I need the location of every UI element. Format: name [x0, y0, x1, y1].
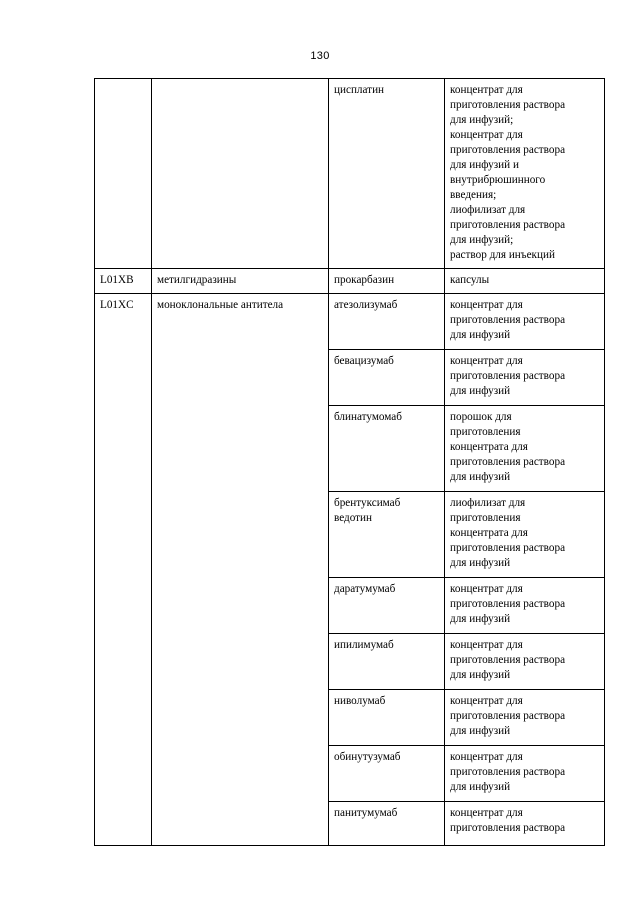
- dosage-form-line: лиофилизат для: [450, 204, 526, 216]
- dosage-form-line: концентрата для: [450, 527, 528, 539]
- dosage-form-cell: [445, 578, 605, 634]
- dosage-form-cell: [445, 269, 605, 294]
- dosage-form-line: введения;: [450, 189, 497, 201]
- dosage-form-cell: [445, 802, 605, 846]
- drug-name-cell: блинатумомаб: [329, 406, 445, 492]
- drug-table: [94, 78, 605, 846]
- dosage-form-cell: [445, 492, 605, 578]
- page-number: 130: [310, 50, 330, 62]
- dosage-form-line: капсулы: [450, 274, 490, 286]
- dosage-form-line: концентрат для: [450, 129, 523, 141]
- dosage-form-line: приготовления раствора: [450, 710, 566, 722]
- dosage-form-cell: [445, 406, 605, 492]
- dosage-form-line: концентрат для: [450, 807, 523, 819]
- dosage-form-line: внутрибрюшинного: [450, 174, 546, 186]
- drug-name-cell: ниволумаб: [329, 690, 445, 746]
- atc-code-cell: L01XB: [95, 269, 152, 294]
- dosage-form-line: приготовления раствора: [450, 654, 566, 666]
- drug-name-cell: даратумумаб: [329, 578, 445, 634]
- dosage-form-line: для инфузий: [450, 781, 511, 793]
- drug-name-cell: обинутузумаб: [329, 746, 445, 802]
- table-row: [95, 269, 605, 294]
- dosage-form-line: приготовления раствора: [450, 598, 566, 610]
- dosage-form-cell: [445, 294, 605, 350]
- dosage-form-line: приготовления раствора: [450, 370, 566, 382]
- dosage-form-line: приготовления: [450, 512, 521, 524]
- dosage-form-line: приготовления: [450, 426, 521, 438]
- dosage-form-line: приготовления раствора: [450, 822, 566, 834]
- drug-name-cell: цисплатин: [329, 79, 445, 269]
- table-row: [95, 294, 605, 350]
- dosage-form-line: приготовления раствора: [450, 456, 566, 468]
- dosage-form-line: для инфузий: [450, 669, 511, 681]
- dosage-form-line: концентрат для: [450, 355, 523, 367]
- dosage-form-cell: [445, 79, 605, 269]
- dosage-form-line: для инфузий: [450, 471, 511, 483]
- dosage-form-line: концентрат для: [450, 639, 523, 651]
- dosage-form-line: приготовления раствора: [450, 314, 566, 326]
- dosage-form-cell: [445, 634, 605, 690]
- drug-name-cell: прокарбазин: [329, 269, 445, 294]
- drug-name-cell: ипилимумаб: [329, 634, 445, 690]
- dosage-form-line: концентрат для: [450, 751, 523, 763]
- atc-code-cell: L01XC: [95, 294, 152, 846]
- drug-name-cell: панитумумаб: [329, 802, 445, 846]
- dosage-form-line: приготовления раствора: [450, 766, 566, 778]
- dosage-form-line: концентрат для: [450, 695, 523, 707]
- dosage-form-line: приготовления раствора: [450, 99, 566, 111]
- drug-name-cell: атезолизумаб: [329, 294, 445, 350]
- dosage-form-line: лиофилизат для: [450, 497, 526, 509]
- dosage-form-line: приготовления раствора: [450, 542, 566, 554]
- group-cell: метилгидразины: [152, 269, 329, 294]
- dosage-form-line: для инфузий: [450, 329, 511, 341]
- drug-name-cell: бевацизумаб: [329, 350, 445, 406]
- dosage-form-cell: [445, 350, 605, 406]
- dosage-form-line: приготовления раствора: [450, 144, 566, 156]
- dosage-form-line: для инфузий: [450, 385, 511, 397]
- dosage-form-line: для инфузий;: [450, 114, 514, 126]
- dosage-form-line: порошок для: [450, 411, 512, 423]
- dosage-form-line: концентрат для: [450, 84, 523, 96]
- dosage-form-cell: [445, 746, 605, 802]
- dosage-form-line: для инфузий: [450, 725, 511, 737]
- dosage-form-line: раствор для инъекций: [450, 249, 555, 261]
- dosage-form-line: концентрат для: [450, 583, 523, 595]
- dosage-form-line: приготовления раствора: [450, 219, 566, 231]
- drug-name-cell: брентуксимаб ведотин: [329, 492, 445, 578]
- atc-code-cell: [95, 79, 152, 269]
- dosage-form-line: для инфузий;: [450, 234, 514, 246]
- dosage-form-line: для инфузий и: [450, 159, 519, 171]
- dosage-form-line: концентрат для: [450, 299, 523, 311]
- group-cell: [152, 79, 329, 269]
- group-cell: моноклональные антитела: [152, 294, 329, 846]
- dosage-form-line: для инфузий: [450, 557, 511, 569]
- dosage-form-line: для инфузий: [450, 613, 511, 625]
- dosage-form-line: концентрата для: [450, 441, 528, 453]
- table-row: [95, 79, 605, 269]
- dosage-form-cell: [445, 690, 605, 746]
